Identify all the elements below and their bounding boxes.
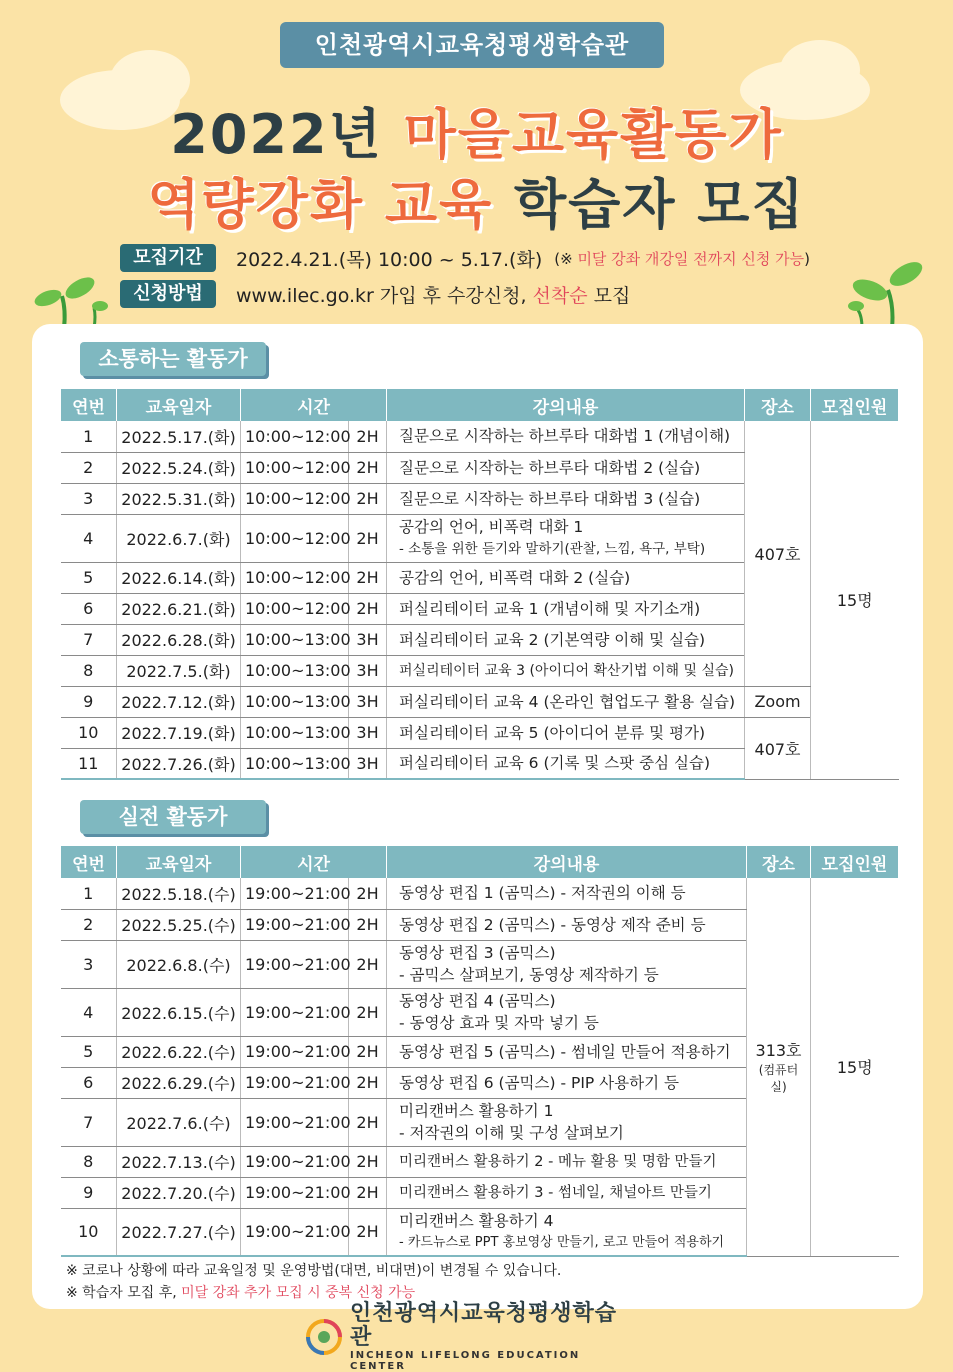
method-text: www.ilec.go.kr 가입 후 수강신청, — [236, 284, 527, 307]
title-suffix: 학습자 모집 — [513, 173, 806, 236]
row-hours: 2H — [349, 1067, 387, 1098]
col-place: 장소 — [747, 846, 811, 878]
row-content-line: 동영상 편집 4 (곰믹스) — [399, 992, 556, 1010]
row-hours: 2H — [349, 909, 387, 940]
row-content — [387, 1208, 747, 1256]
row-date: 2022.7.13.(수) — [117, 1146, 241, 1177]
row-date: 2022.5.18.(수) — [117, 878, 241, 909]
row-time: 19:00~21:00 — [241, 1177, 349, 1208]
row-content-line: 동영상 편집 6 (곰믹스) - PIP 사용하기 등 — [399, 1073, 679, 1092]
row-content-line: 퍼실리테이터 교육 1 (개념이해 및 자기소개) — [399, 599, 701, 618]
method-first-come: 선착순 — [532, 284, 588, 307]
row-content-subline: - 곰믹스 살펴보기, 동영상 제작하기 등 — [399, 966, 659, 984]
row-date: 2022.6.28.(화) — [117, 624, 241, 655]
period-note-prefix: (※ — [554, 249, 573, 268]
row-no: 3 — [61, 483, 117, 514]
row-content-line: 퍼실리테이터 교육 6 (기록 및 스팟 중심 실습) — [399, 754, 711, 773]
row-hours: 2H — [349, 878, 387, 909]
table-row — [61, 421, 899, 452]
section1-title: 소통하는 활동가 — [80, 342, 266, 376]
row-content — [387, 909, 747, 940]
row-content — [387, 717, 745, 748]
row-content — [387, 452, 745, 483]
col-no: 연번 — [61, 846, 117, 878]
row-no: 4 — [61, 988, 117, 1036]
row-capacity: 15명 — [811, 878, 899, 1256]
row-no: 10 — [61, 1208, 117, 1256]
row-no: 7 — [61, 1098, 117, 1146]
row-content — [387, 624, 745, 655]
row-hours: 2H — [349, 421, 387, 452]
row-no: 6 — [61, 1067, 117, 1098]
row-no: 5 — [61, 562, 117, 593]
row-hours: 2H — [349, 452, 387, 483]
row-content-line: 미리캔버스 활용하기 1 — [399, 1102, 554, 1120]
title-highlight-main: 마을교육활동가 — [403, 103, 783, 166]
place-note: (컴퓨터실) — [758, 1063, 799, 1095]
row-date: 2022.5.31.(화) — [117, 483, 241, 514]
row-time: 10:00~13:00 — [241, 686, 349, 717]
section1-table — [60, 389, 899, 780]
row-place: Zoom — [745, 686, 811, 717]
row-time: 19:00~21:00 — [241, 909, 349, 940]
period-text: 2022.4.21.(목) 10:00 ~ 5.17.(화) — [236, 248, 543, 271]
row-date: 2022.7.19.(화) — [117, 717, 241, 748]
row-place — [747, 878, 811, 1256]
footer-org-en: INCHEON LIFELONG EDUCATION CENTER — [350, 1350, 581, 1372]
row-content-line: 공감의 언어, 비폭력 대화 1 — [399, 518, 584, 536]
row-content — [387, 878, 747, 909]
row-content-line: 동영상 편집 5 (곰믹스) - 썸네일 만들어 적용하기 — [399, 1042, 731, 1061]
row-hours: 2H — [349, 940, 387, 988]
row-date: 2022.7.5.(화) — [117, 655, 241, 686]
row-hours: 2H — [349, 514, 387, 562]
row-time: 10:00~12:00 — [241, 562, 349, 593]
row-hours: 2H — [349, 593, 387, 624]
note-2-prefix: ※ 학습자 모집 후, — [66, 1285, 177, 1301]
row-no: 10 — [61, 717, 117, 748]
row-no: 8 — [61, 1146, 117, 1177]
row-content — [387, 421, 745, 452]
row-time: 10:00~13:00 — [241, 748, 349, 779]
row-place: 407호 — [745, 717, 811, 779]
row-content — [387, 514, 745, 562]
row-hours: 2H — [349, 1146, 387, 1177]
footer-org-ko: 인천광역시교육청평생학습관 — [350, 1301, 618, 1350]
row-time: 10:00~13:00 — [241, 624, 349, 655]
row-time: 19:00~21:00 — [241, 1067, 349, 1098]
table-row — [61, 878, 899, 909]
title-line-2 — [0, 162, 953, 239]
row-date: 2022.7.12.(화) — [117, 686, 241, 717]
method-suffix: 모집 — [593, 284, 631, 307]
row-content-line: 미리캔버스 활용하기 2 - 메뉴 활용 및 명함 만들기 — [399, 1153, 717, 1170]
row-time: 10:00~12:00 — [241, 593, 349, 624]
row-no: 2 — [61, 452, 117, 483]
row-content — [387, 655, 745, 686]
row-content — [387, 483, 745, 514]
row-content-line: 퍼실리테이터 교육 5 (아이디어 분류 및 평가) — [399, 723, 706, 742]
row-content-line: 동영상 편집 1 (곰믹스) - 저작권의 이해 등 — [399, 884, 686, 903]
row-content — [387, 1098, 747, 1146]
row-date: 2022.7.20.(수) — [117, 1177, 241, 1208]
row-date: 2022.6.22.(수) — [117, 1036, 241, 1067]
row-date: 2022.6.8.(수) — [117, 940, 241, 988]
row-date: 2022.6.21.(화) — [117, 593, 241, 624]
org-logo-icon — [306, 1319, 342, 1355]
row-content — [387, 988, 747, 1036]
row-no: 3 — [61, 940, 117, 988]
row-content — [387, 1177, 747, 1208]
col-time: 시간 — [241, 846, 387, 878]
title-highlight-education: 교육 — [384, 173, 494, 236]
col-capacity: 모집인원 — [811, 389, 899, 421]
row-content-line: 퍼실리테이터 교육 2 (기본역량 이해 및 실습) — [399, 630, 706, 649]
row-date: 2022.5.25.(수) — [117, 909, 241, 940]
row-hours: 2H — [349, 1098, 387, 1146]
row-content-line: 질문으로 시작하는 하브루타 대화법 2 (실습) — [399, 458, 701, 477]
row-content-subline: - 동영상 효과 및 자막 넣기 등 — [399, 1014, 599, 1032]
method-row — [120, 280, 630, 308]
sprout-icon — [848, 256, 928, 328]
row-date: 2022.7.26.(화) — [117, 748, 241, 779]
org-badge: 인천광역시교육청평생학습관 — [280, 22, 664, 68]
title-highlight-capacity: 역량강화 — [147, 173, 365, 236]
row-time: 19:00~21:00 — [241, 988, 349, 1036]
row-content-line: 질문으로 시작하는 하브루타 대화법 3 (실습) — [399, 489, 701, 508]
row-capacity: 15명 — [811, 421, 899, 779]
row-hours: 2H — [349, 1177, 387, 1208]
row-content-line: 동영상 편집 2 (곰믹스) - 동영상 제작 준비 등 — [399, 915, 706, 934]
period-row — [120, 244, 810, 272]
row-content-subline: - 저작권의 이해 및 구성 살펴보기 — [399, 1124, 624, 1142]
sprout-icon — [34, 272, 104, 328]
notes — [66, 1260, 561, 1304]
row-no: 9 — [61, 1177, 117, 1208]
row-date: 2022.5.17.(화) — [117, 421, 241, 452]
row-no: 7 — [61, 624, 117, 655]
row-time: 10:00~12:00 — [241, 421, 349, 452]
row-content-subline: - 소통을 위한 듣기와 말하기(관찰, 느낌, 욕구, 부탁) — [399, 541, 706, 557]
row-content-line: 퍼실리테이터 교육 4 (온라인 협업도구 활용 실습) — [399, 692, 736, 711]
row-content-line: 미리캔버스 활용하기 3 - 썸네일, 채널아트 만들기 — [399, 1184, 712, 1201]
note-1: ※ 코로나 상황에 따라 교육일정 및 운영방법(대면, 비대면)이 변경될 수 있습니다. — [66, 1263, 562, 1279]
place-room: 313호 — [755, 1041, 802, 1061]
col-content: 강의내용 — [387, 846, 747, 878]
section2-table — [60, 846, 899, 1257]
row-hours: 3H — [349, 717, 387, 748]
row-content-line: 질문으로 시작하는 하브루타 대화법 1 (개념이해) — [399, 427, 731, 446]
row-no: 5 — [61, 1036, 117, 1067]
row-content — [387, 1067, 747, 1098]
row-hours: 2H — [349, 988, 387, 1036]
row-hours: 3H — [349, 686, 387, 717]
period-tag: 모집기간 — [120, 244, 216, 272]
row-time: 19:00~21:00 — [241, 1098, 349, 1146]
row-no: 9 — [61, 686, 117, 717]
row-content-line: 동영상 편집 3 (곰믹스) — [399, 944, 556, 962]
row-time: 10:00~13:00 — [241, 655, 349, 686]
row-date: 2022.6.7.(화) — [117, 514, 241, 562]
row-hours: 3H — [349, 624, 387, 655]
row-no: 1 — [61, 421, 117, 452]
table-row — [61, 717, 899, 748]
row-time: 19:00~21:00 — [241, 878, 349, 909]
note-2-highlight: 미달 강좌 추가 모집 시 중복 신청 가능 — [181, 1285, 416, 1301]
row-time: 19:00~21:00 — [241, 1146, 349, 1177]
col-date: 교육일자 — [117, 389, 241, 421]
period-note: 미달 강좌 개강일 전까지 신청 가능 — [577, 249, 805, 268]
row-no: 1 — [61, 878, 117, 909]
row-no: 6 — [61, 593, 117, 624]
footer-text — [350, 1302, 636, 1372]
row-time: 19:00~21:00 — [241, 1208, 349, 1256]
row-content — [387, 748, 745, 779]
row-date: 2022.6.15.(수) — [117, 988, 241, 1036]
row-content — [387, 940, 747, 988]
footer — [306, 1301, 636, 1372]
section2-title: 실전 활동가 — [80, 800, 266, 834]
row-no: 8 — [61, 655, 117, 686]
row-content-subline: - 카드뉴스로 PPT 홍보영상 만들기, 로고 만들어 적용하기 — [399, 1234, 725, 1250]
row-time: 10:00~13:00 — [241, 717, 349, 748]
row-date: 2022.6.14.(화) — [117, 562, 241, 593]
title-year: 2022년 — [170, 103, 383, 166]
row-content — [387, 686, 745, 717]
row-content — [387, 593, 745, 624]
title-line-1 — [0, 92, 953, 169]
row-date: 2022.5.24.(화) — [117, 452, 241, 483]
row-date: 2022.7.27.(수) — [117, 1208, 241, 1256]
row-hours: 3H — [349, 655, 387, 686]
row-hours: 2H — [349, 1208, 387, 1256]
col-no: 연번 — [61, 389, 117, 421]
table-header-row — [61, 846, 899, 878]
row-content — [387, 562, 745, 593]
col-time: 시간 — [241, 389, 387, 421]
col-content: 강의내용 — [387, 389, 745, 421]
row-no: 2 — [61, 909, 117, 940]
table-header-row — [61, 389, 899, 421]
row-hours: 3H — [349, 748, 387, 779]
row-time: 19:00~21:00 — [241, 1036, 349, 1067]
row-no: 4 — [61, 514, 117, 562]
row-hours: 2H — [349, 1036, 387, 1067]
row-no: 11 — [61, 748, 117, 779]
row-hours: 2H — [349, 562, 387, 593]
row-date: 2022.7.6.(수) — [117, 1098, 241, 1146]
row-place: 407호 — [745, 421, 811, 686]
row-time: 10:00~12:00 — [241, 452, 349, 483]
row-time: 19:00~21:00 — [241, 940, 349, 988]
row-content-line: 퍼실리테이터 교육 3 (아이디어 확산기법 이해 및 실습) — [399, 662, 735, 679]
row-time: 10:00~12:00 — [241, 483, 349, 514]
col-capacity: 모집인원 — [811, 846, 899, 878]
row-content — [387, 1146, 747, 1177]
row-date: 2022.6.29.(수) — [117, 1067, 241, 1098]
row-content — [387, 1036, 747, 1067]
row-content-line: 미리캔버스 활용하기 4 — [399, 1211, 554, 1230]
table-row — [61, 686, 899, 717]
method-tag: 신청방법 — [120, 280, 216, 308]
col-place: 장소 — [745, 389, 811, 421]
cloud-decoration — [780, 40, 860, 100]
row-hours: 2H — [349, 483, 387, 514]
col-date: 교육일자 — [117, 846, 241, 878]
row-time: 10:00~12:00 — [241, 514, 349, 562]
row-content-line: 공감의 언어, 비폭력 대화 2 (실습) — [399, 568, 631, 587]
period-note-suffix: ) — [804, 249, 810, 268]
